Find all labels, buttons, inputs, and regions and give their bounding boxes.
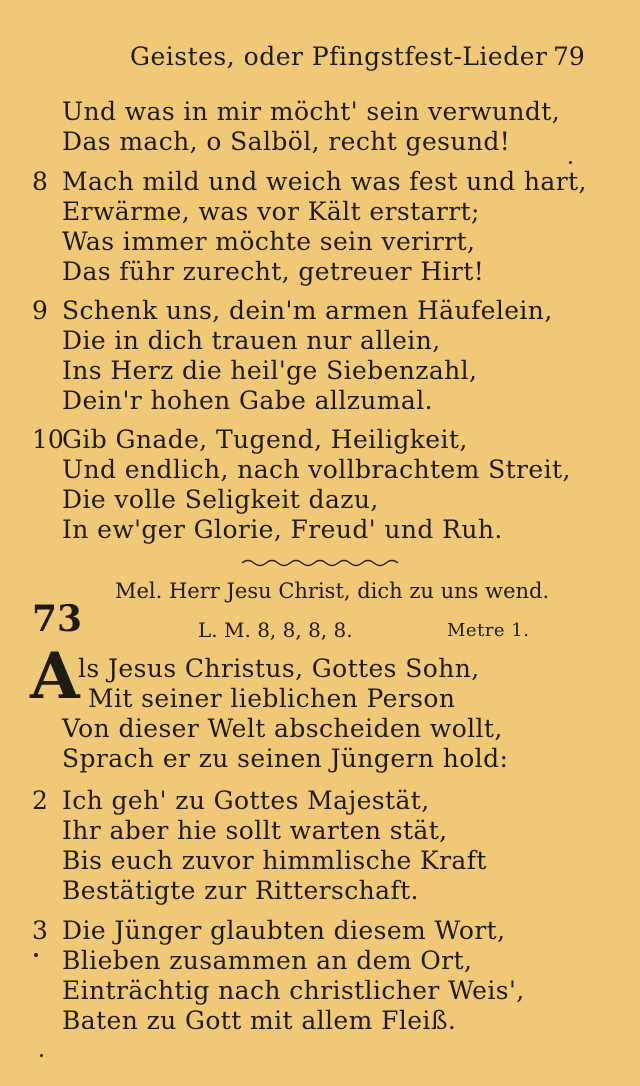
verse-line: Die in dich trauen nur allein, (62, 326, 441, 355)
stanza-number: 2 (32, 786, 48, 815)
verse-line: Die Jünger glaubten diesem Wort, (62, 916, 506, 945)
verse-line: Baten zu Gott mit allem Fleiß. (62, 1006, 457, 1035)
verse-line: In ew'ger Glorie, Freud' und Ruh. (62, 515, 503, 544)
verse-line: Mach mild und weich was fest und hart, (62, 167, 587, 196)
verse-line: Gib Gnade, Tugend, Heiligkeit, (62, 425, 468, 454)
print-speck (569, 161, 572, 164)
running-title: Geistes, oder Pfingstfest-Lieder (130, 42, 548, 71)
stanza-number: 3 (32, 916, 48, 945)
verse-line: Dein'r hohen Gabe allzumal. (62, 386, 433, 415)
verse-line: Schenk uns, dein'm armen Häufelein, (62, 296, 553, 325)
stanza-number: 10 (32, 425, 64, 454)
verse-line: Sprach er zu seinen Jüngern hold: (62, 744, 509, 773)
verse-line: ls Jesus Christus, Gottes Sohn, (78, 654, 480, 683)
verse-line: Und endlich, nach vollbrachtem Streit, (62, 455, 571, 484)
print-speck (34, 953, 38, 957)
verse-line: Mit seiner lieblichen Person (88, 684, 456, 713)
verse-line: Was immer möchte sein verirrt, (62, 227, 476, 256)
melody-line: Mel. Herr Jesu Christ, dich zu uns wend. (115, 579, 550, 603)
page-number: 79 (553, 42, 585, 71)
meter-indication: L. M. 8, 8, 8, 8. (198, 618, 353, 642)
verse-line: Das mach, o Salböl, recht gesund! (62, 127, 511, 156)
verse-line: Einträchtig nach christlicher Weis', (62, 976, 525, 1005)
verse-line: Blieben zusammen an dem Ort, (62, 946, 473, 975)
verse-line: Bestätigte zur Ritterschaft. (62, 876, 419, 905)
metre-label: Metre 1. (447, 620, 530, 641)
verse-line: Und was in mir möcht' sein verwundt, (62, 97, 561, 126)
verse-line: Erwärme, was vor Kält erstarrt; (62, 197, 480, 226)
stanza-number: 9 (32, 296, 48, 325)
verse-line: Das führ zurecht, getreuer Hirt! (62, 257, 485, 286)
verse-line: Bis euch zuvor himmlische Kraft (62, 846, 487, 875)
verse-line: Die volle Seligkeit dazu, (62, 485, 379, 514)
verse-line: Von dieser Welt abscheiden wollt, (62, 714, 503, 743)
drop-cap: A (30, 639, 80, 714)
verse-line: Ich geh' zu Gottes Majestät, (62, 786, 430, 815)
verse-line: Ihr aber hie sollt warten stät, (62, 816, 448, 845)
ornamental-divider (240, 557, 400, 569)
verse-line: Ins Herz die heil'ge Siebenzahl, (62, 356, 478, 385)
print-speck (40, 1054, 43, 1057)
hymn-number: 73 (32, 598, 83, 640)
running-header (0, 38, 640, 78)
stanza-number: 8 (32, 167, 48, 196)
